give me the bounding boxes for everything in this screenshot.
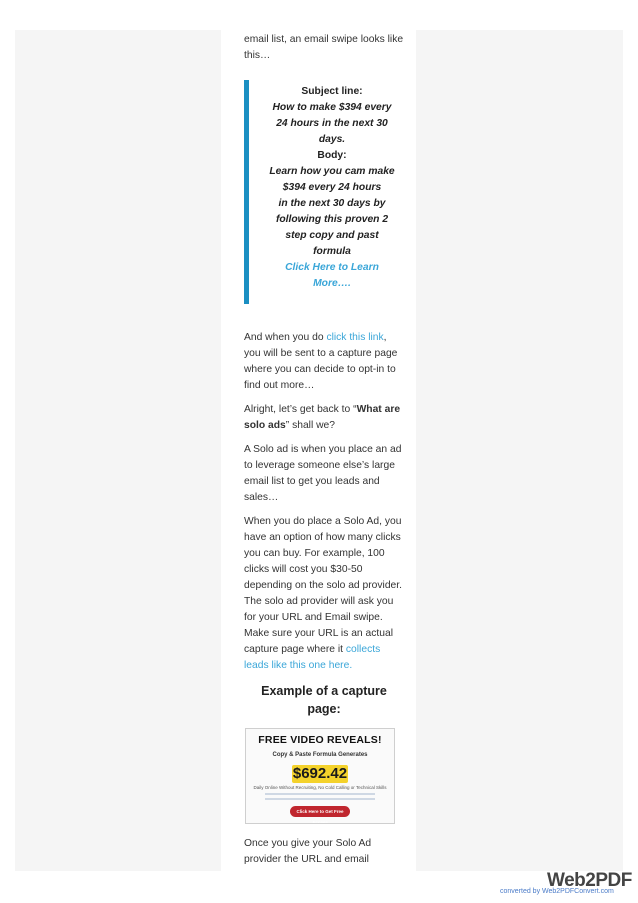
capture-amount: $692.42 (292, 765, 348, 782)
alright-paragraph: Alright, let’s get back to “What are solo ads” shall we? (244, 404, 401, 431)
right-margin-panel (416, 30, 623, 871)
subject-text: How to make $394 every 24 hours in the next 30 days. (272, 102, 392, 145)
capture-input-line (265, 793, 375, 795)
solo-ads-bold: What are solo ads (244, 404, 401, 431)
left-margin-panel (15, 30, 221, 871)
place-solo-ad-paragraph: When you do place a Solo Ad, you have an option of how many clicks you can buy. For example, 100 clicks will cost you $30-50 depending on the solo ad provider. The solo ad provider will ask you for your URL and Email swipe. Make sure your URL is an actual capture page where it collects leads like this one here. (244, 516, 403, 671)
click-link-paragraph: And when you do click this link, you will be sent to a capture page where you can decide to opt-in to find out more… (244, 332, 398, 391)
body-line-1: Learn how you cam make $394 every 24 hours (269, 166, 395, 193)
document-column (244, 32, 404, 876)
solo-ad-definition: A Solo ad is when you place an ad to leverage someone else’s large email list to get you leads and sales… (244, 444, 402, 503)
subject-label: Subject line: (301, 86, 363, 97)
capture-input-line (265, 798, 375, 800)
web2pdf-logo: Web2PDF (547, 870, 632, 891)
body-line-2: in the next 30 days by following this proven 2 step copy and past formula (275, 198, 389, 257)
email-swipe-quote (244, 80, 404, 308)
capture-title: FREE VIDEO REVEALS! (258, 734, 382, 746)
capture-page-image[interactable] (245, 728, 395, 824)
body-label: Body: (317, 150, 347, 161)
converted-by-text[interactable]: converted by Web2PDFConvert.com (500, 888, 614, 895)
intro-paragraph: email list, an email swipe looks like this… (244, 34, 404, 61)
learn-more-link[interactable]: Click Here to Learn More…. (285, 262, 379, 289)
capture-button: Click Here to Get Free Access (290, 806, 350, 817)
capture-subtitle: Copy & Paste Formula Generates (272, 752, 368, 758)
capture-small-text: Daily Online Without Recruiting, No Cold Calling or Technical Skills (253, 785, 387, 790)
collects-leads-link[interactable]: collects leads like this one here. (244, 644, 381, 671)
once-paragraph: Once you give your Solo Ad provider the URL and email (244, 838, 372, 865)
capture-page-heading: Example of a capture page: (261, 684, 387, 716)
quote-accent-bar (244, 80, 249, 304)
click-this-link[interactable]: click this link (326, 332, 384, 343)
